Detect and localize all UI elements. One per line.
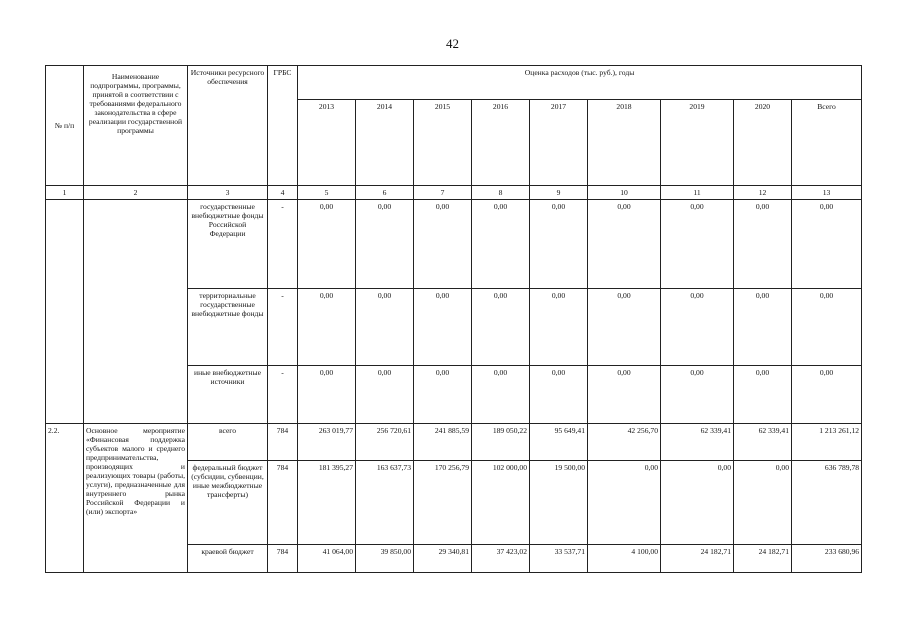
col-number: 1 bbox=[46, 186, 84, 200]
value-cell: 256 720,61 bbox=[356, 424, 414, 461]
header-year: 2013 bbox=[298, 100, 356, 186]
grbs-cell: - bbox=[268, 200, 298, 289]
grbs-cell: - bbox=[268, 366, 298, 424]
source-cell: государственные внебюджетные фонды Российской Федерации bbox=[188, 200, 268, 289]
value-cell: 241 885,59 bbox=[414, 424, 472, 461]
value-cell: 0,00 bbox=[792, 366, 862, 424]
value-cell: 0,00 bbox=[472, 200, 530, 289]
source-cell: краевой бюджет bbox=[188, 545, 268, 573]
value-cell: 0,00 bbox=[734, 289, 792, 366]
value-cell: 1 213 261,12 bbox=[792, 424, 862, 461]
col-number: 12 bbox=[734, 186, 792, 200]
header-row bbox=[46, 66, 862, 100]
value-cell: 233 680,96 bbox=[792, 545, 862, 573]
value-cell: 0,00 bbox=[588, 289, 661, 366]
value-cell: 636 789,78 bbox=[792, 461, 862, 545]
value-cell: 0,00 bbox=[530, 366, 588, 424]
source-cell: территориальные государственные внебюджетные фонды bbox=[188, 289, 268, 366]
value-cell: 33 537,71 bbox=[530, 545, 588, 573]
table-row bbox=[46, 200, 862, 289]
block2-num: 2.2. bbox=[46, 424, 84, 573]
col-number: 5 bbox=[298, 186, 356, 200]
grbs-cell: 784 bbox=[268, 461, 298, 545]
value-cell: 0,00 bbox=[588, 366, 661, 424]
value-cell: 0,00 bbox=[472, 366, 530, 424]
value-cell: 0,00 bbox=[356, 200, 414, 289]
value-cell: 29 340,81 bbox=[414, 545, 472, 573]
value-cell: 62 339,41 bbox=[661, 424, 734, 461]
header-year: 2016 bbox=[472, 100, 530, 186]
col-number: 7 bbox=[414, 186, 472, 200]
grbs-cell: - bbox=[268, 289, 298, 366]
col-number: 6 bbox=[356, 186, 414, 200]
col-number: 9 bbox=[530, 186, 588, 200]
value-cell: 170 256,79 bbox=[414, 461, 472, 545]
header-estimate: Оценка расходов (тыс. руб.), годы bbox=[298, 66, 862, 100]
value-cell: 0,00 bbox=[734, 366, 792, 424]
block1-num bbox=[46, 200, 84, 424]
value-cell: 24 182,71 bbox=[734, 545, 792, 573]
value-cell: 181 395,27 bbox=[298, 461, 356, 545]
value-cell: 0,00 bbox=[661, 461, 734, 545]
col-number: 13 bbox=[792, 186, 862, 200]
value-cell: 39 850,00 bbox=[356, 545, 414, 573]
value-cell: 19 500,00 bbox=[530, 461, 588, 545]
header-year: 2017 bbox=[530, 100, 588, 186]
col-number: 8 bbox=[472, 186, 530, 200]
header-sources: Источники ресурсного обеспечения bbox=[188, 66, 268, 186]
value-cell: 0,00 bbox=[356, 289, 414, 366]
column-numbers-row bbox=[46, 186, 862, 200]
header-year: 2018 bbox=[588, 100, 661, 186]
header-year: 2019 bbox=[661, 100, 734, 186]
header-name: Наименование подпрограммы, программы, принятой в соответствии с требованиями федерального законодательства в сфере реализации государственной программы bbox=[84, 66, 188, 186]
value-cell: 0,00 bbox=[734, 461, 792, 545]
grbs-cell: 784 bbox=[268, 545, 298, 573]
col-number: 11 bbox=[661, 186, 734, 200]
value-cell: 0,00 bbox=[414, 200, 472, 289]
value-cell: 0,00 bbox=[356, 366, 414, 424]
value-cell: 0,00 bbox=[414, 289, 472, 366]
value-cell: 263 019,77 bbox=[298, 424, 356, 461]
header-year: 2015 bbox=[414, 100, 472, 186]
value-cell: 0,00 bbox=[792, 289, 862, 366]
header-year: 2020 bbox=[734, 100, 792, 186]
source-cell: федеральный бюджет (субсидии, субвенции, иные межбюджетные трансферты) bbox=[188, 461, 268, 545]
col-number: 10 bbox=[588, 186, 661, 200]
value-cell: 62 339,41 bbox=[734, 424, 792, 461]
col-number: 2 bbox=[84, 186, 188, 200]
value-cell: 0,00 bbox=[661, 289, 734, 366]
value-cell: 0,00 bbox=[530, 200, 588, 289]
value-cell: 0,00 bbox=[588, 200, 661, 289]
value-cell: 4 100,00 bbox=[588, 545, 661, 573]
grbs-cell: 784 bbox=[268, 424, 298, 461]
value-cell: 0,00 bbox=[661, 200, 734, 289]
source-cell: всего bbox=[188, 424, 268, 461]
col-number: 3 bbox=[188, 186, 268, 200]
value-cell: 102 000,00 bbox=[472, 461, 530, 545]
block2-name: Основное мероприятие «Финансовая поддержка субъектов малого и среднего предпринимательства, производящих и реализующих товары (работы, услуги), предназначенные для внутреннего рынка Российской Федерации и (или) экспорта» bbox=[84, 424, 188, 573]
value-cell: 189 050,22 bbox=[472, 424, 530, 461]
header-num: № п/п bbox=[46, 66, 84, 186]
value-cell: 0,00 bbox=[298, 289, 356, 366]
value-cell: 24 182,71 bbox=[661, 545, 734, 573]
value-cell: 0,00 bbox=[530, 289, 588, 366]
value-cell: 163 637,73 bbox=[356, 461, 414, 545]
header-grbs: ГРБС bbox=[268, 66, 298, 186]
value-cell: 41 064,00 bbox=[298, 545, 356, 573]
value-cell: 42 256,70 bbox=[588, 424, 661, 461]
value-cell: 0,00 bbox=[298, 200, 356, 289]
value-cell: 37 423,02 bbox=[472, 545, 530, 573]
value-cell: 0,00 bbox=[472, 289, 530, 366]
value-cell: 95 649,41 bbox=[530, 424, 588, 461]
source-cell: иные внебюджетные источники bbox=[188, 366, 268, 424]
col-number: 4 bbox=[268, 186, 298, 200]
header-year-total: Всего bbox=[792, 100, 862, 186]
value-cell: 0,00 bbox=[588, 461, 661, 545]
value-cell: 0,00 bbox=[734, 200, 792, 289]
value-cell: 0,00 bbox=[414, 366, 472, 424]
header-year: 2014 bbox=[356, 100, 414, 186]
page-number: 42 bbox=[446, 36, 459, 51]
table-row bbox=[46, 424, 862, 461]
block1-name bbox=[84, 200, 188, 424]
value-cell: 0,00 bbox=[661, 366, 734, 424]
expenditure-table bbox=[45, 65, 862, 573]
value-cell: 0,00 bbox=[792, 200, 862, 289]
value-cell: 0,00 bbox=[298, 366, 356, 424]
